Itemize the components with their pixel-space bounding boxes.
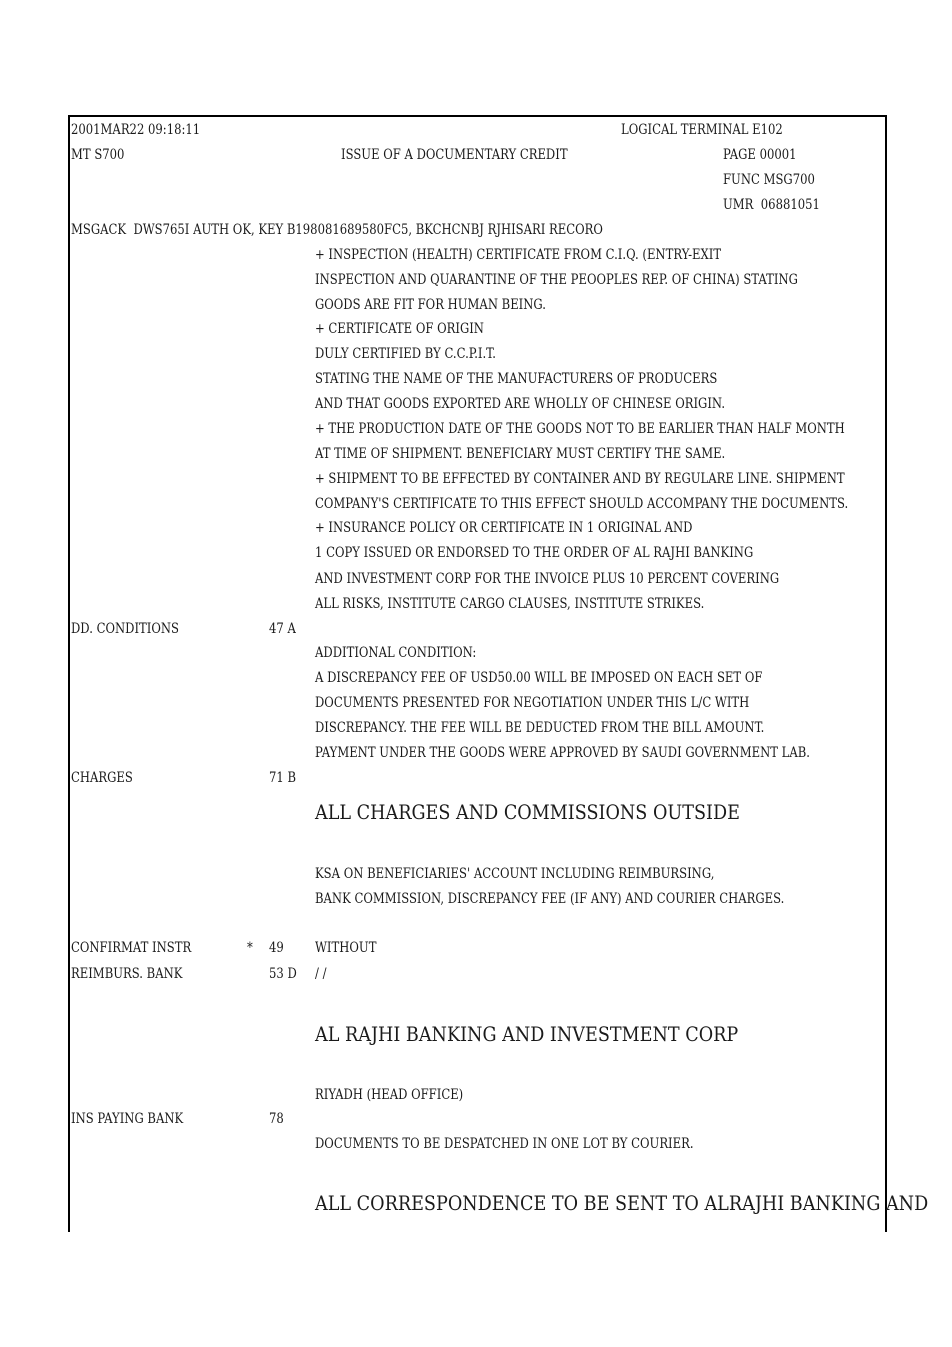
message-type: MT S700: [71, 147, 125, 163]
docs-line: + THE PRODUCTION DATE OF THE GOODS NOT TO BE EARLIER THAN HALF MONTH: [315, 421, 845, 437]
docs-line: GOODS ARE FIT FOR HUMAN BEING.: [315, 297, 546, 313]
docs-line: AND INVESTMENT CORP FOR THE INVOICE PLUS 10 PERCENT COVERING: [315, 571, 780, 587]
docs-line: 1 COPY ISSUED OR ENDORSED TO THE ORDER OF AL RAJHI BANKING: [315, 545, 754, 561]
field-label-instructions: INS PAYING BANK: [71, 1111, 184, 1127]
conditions-line: A DISCREPANCY FEE OF USD50.00 WILL BE IMPOSED ON EACH SET OF: [315, 670, 763, 686]
reimbursing-bank-name: AL RAJHI BANKING AND INVESTMENT CORP: [315, 1022, 739, 1046]
logical-terminal: LOGICAL TERMINAL E102: [621, 122, 783, 138]
docs-line: COMPANY'S CERTIFICATE TO THIS EFFECT SHOULD ACCOMPANY THE DOCUMENTS.: [315, 496, 849, 512]
docs-line: + INSURANCE POLICY OR CERTIFICATE IN 1 ORIGINAL AND: [315, 520, 693, 536]
docs-line: DULY CERTIFIED BY C.C.P.I.T.: [315, 346, 496, 362]
field-label-charges: CHARGES: [71, 770, 133, 786]
reimbursing-bank-city: RIYADH (HEAD OFFICE): [315, 1087, 464, 1103]
message-title: ISSUE OF A DOCUMENTARY CREDIT: [341, 147, 568, 163]
charges-heading: ALL CHARGES AND COMMISSIONS OUTSIDE: [315, 800, 740, 824]
docs-line: STATING THE NAME OF THE MANUFACTURERS OF PRODUCERS: [315, 371, 718, 387]
reimbursing-value: / /: [315, 966, 327, 982]
field-tag-49: 49: [269, 940, 284, 956]
docs-line: + CERTIFICATE OF ORIGIN: [315, 321, 484, 337]
charges-line: BANK COMMISSION, DISCREPANCY FEE (IF ANY) AND COURIER CHARGES.: [315, 891, 785, 907]
docs-line: + SHIPMENT TO BE EFFECTED BY CONTAINER AND BY REGULARE LINE. SHIPMENT: [315, 471, 845, 487]
field-label-confirmation: CONFIRMAT INSTR: [71, 940, 192, 956]
function-code: FUNC MSG700: [723, 172, 815, 188]
confirmation-value: WITHOUT: [315, 940, 377, 956]
instructions-line: DOCUMENTS TO BE DESPATCHED IN ONE LOT BY COURIER.: [315, 1136, 694, 1152]
page-number: PAGE 00001: [723, 147, 797, 163]
docs-line: AT TIME OF SHIPMENT. BENEFICIARY MUST CERTIFY THE SAME.: [315, 446, 726, 462]
mandatory-star: *: [247, 940, 253, 956]
msg-ack-line: MSGACK DWS765I AUTH OK, KEY B198081689580FC5, BKCHCNBJ RJHISARI RECORO: [71, 222, 603, 238]
field-label-conditions: DD. CONDITIONS: [71, 621, 180, 637]
conditions-line: DISCREPANCY. THE FEE WILL BE DEDUCTED FROM THE BILL AMOUNT.: [315, 720, 765, 736]
conditions-line: DOCUMENTS PRESENTED FOR NEGOTIATION UNDER THIS L/C WITH: [315, 695, 750, 711]
docs-line: INSPECTION AND QUARANTINE OF THE PEOOPLES REP. OF CHINA) STATING: [315, 272, 798, 288]
umr-number: UMR 06881051: [723, 197, 820, 213]
field-label-reimbursing: REIMBURS. BANK: [71, 966, 183, 982]
timestamp: 2001MAR22 09:18:11: [71, 122, 201, 138]
docs-line: AND THAT GOODS EXPORTED ARE WHOLLY OF CHINESE ORIGIN.: [315, 396, 726, 412]
conditions-line: ADDITIONAL CONDITION:: [315, 645, 477, 661]
field-tag-78: 78: [269, 1111, 284, 1127]
conditions-line: PAYMENT UNDER THE GOODS WERE APPROVED BY SAUDI GOVERNMENT LAB.: [315, 745, 810, 761]
charges-line: KSA ON BENEFICIARIES' ACCOUNT INCLUDING REIMBURSING,: [315, 866, 715, 882]
docs-line: + INSPECTION (HEALTH) CERTIFICATE FROM C.I.Q. (ENTRY-EXIT: [315, 247, 722, 263]
field-tag-71b: 71 B: [269, 770, 296, 786]
instructions-heading: ALL CORRESPONDENCE TO BE SENT TO ALRAJHI BANKING AND: [315, 1191, 929, 1215]
field-tag-53d: 53 D: [269, 966, 297, 982]
docs-line: ALL RISKS, INSTITUTE CARGO CLAUSES, INSTITUTE STRIKES.: [315, 596, 705, 612]
field-tag-47a: 47 A: [269, 621, 296, 637]
